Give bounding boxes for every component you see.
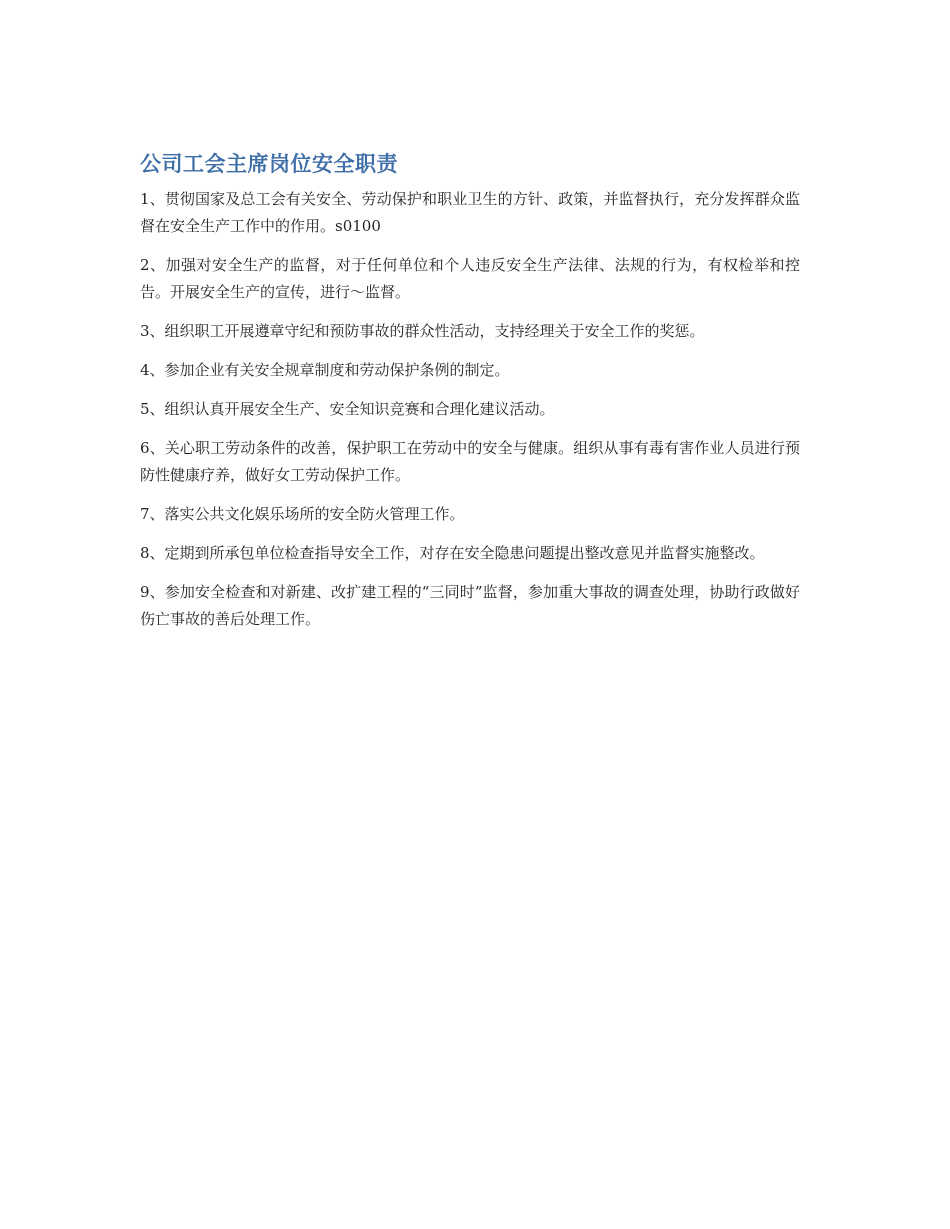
paragraph-3: 3、组织职工开展遵章守纪和预防事故的群众性活动，支持经理关于安全工作的奖惩。	[140, 322, 705, 340]
paragraph-7: 7、落实公共文化娱乐场所的安全防火管理工作。	[140, 505, 465, 523]
paragraph-6: 6、关心职工劳动条件的改善，保护职工在劳动中的安全与健康。组织从事有毒有害作业人员进行预防性健康疗养，做好女工劳动保护工作。	[140, 439, 800, 484]
paragraph-1: 1、贯彻国家及总工会有关安全、劳动保护和职业卫生的方针、政策，并监督执行，充分发挥群众监督在安全生产工作中的作用。s0100	[140, 190, 800, 235]
document-page	[140, 148, 800, 645]
paragraph-5: 5、组织认真开展安全生产、安全知识竞赛和合理化建议活动。	[140, 400, 555, 418]
paragraph-2: 2、加强对安全生产的监督，对于任何单位和个人违反安全生产法律、法规的行为，有权检举和控告。开展安全生产的宣传，进行～监督。	[140, 256, 800, 301]
paragraph-9: 9、参加安全检查和对新建、改扩建工程的“三同时”监督，参加重大事故的调查处理，协助行政做好伤亡事故的善后处理工作。	[140, 583, 800, 628]
document-title: 公司工会主席岗位安全职责	[140, 152, 398, 176]
paragraph-8: 8、定期到所承包单位检查指导安全工作，对存在安全隐患问题提出整改意见并监督实施整改。	[140, 544, 765, 562]
paragraph-4: 4、参加企业有关安全规章制度和劳动保护条例的制定。	[140, 361, 510, 379]
